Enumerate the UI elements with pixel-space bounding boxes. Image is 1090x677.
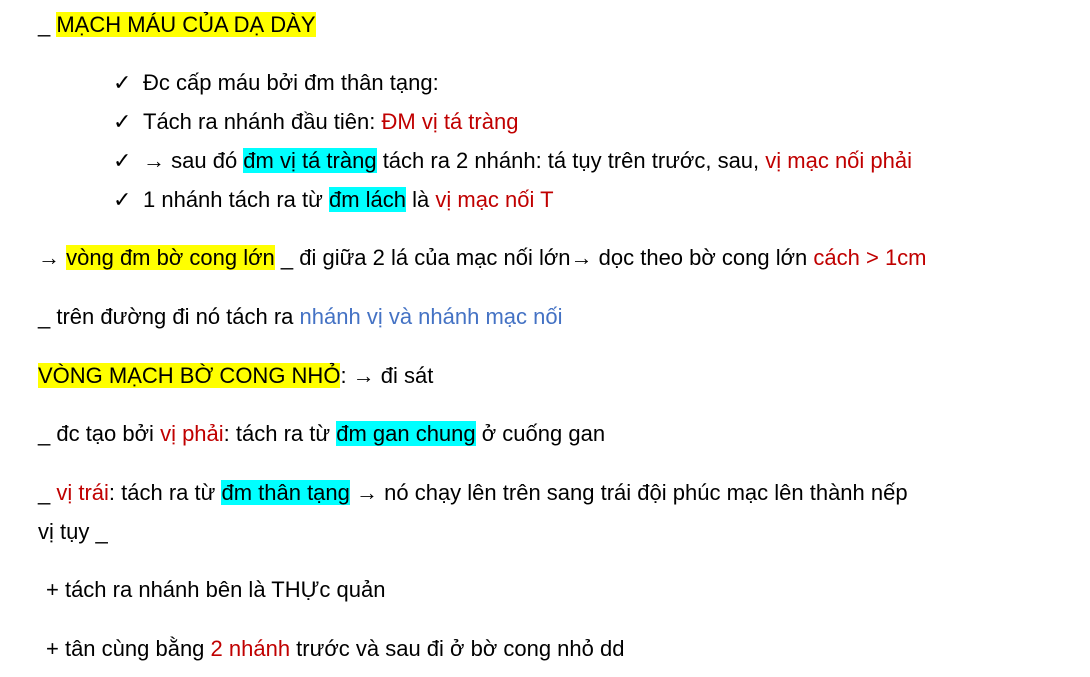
right-text: _ đc tạo bởi: [38, 421, 161, 446]
item4-red: vị mạc nối T: [435, 187, 554, 212]
branches-blue: nhánh vị và nhánh mạc nối: [299, 304, 563, 329]
item3-highlight: đm vị tá tràng: [243, 148, 377, 173]
item3-text: sau đó: [171, 148, 244, 173]
right-mid: : tách ra từ: [223, 421, 337, 446]
right-red: vị phải: [160, 421, 224, 446]
left-mid: : tách ra từ: [108, 480, 222, 505]
plus2-red: 2 nhánh: [210, 636, 291, 661]
greater-text: _ đi giữa 2 lá của mạc nối lớn→ dọc theo bờ cong lớn: [274, 245, 814, 270]
item4-text: 1 nhánh tách ra từ: [143, 187, 329, 212]
greater-curvature-line: [38, 243, 927, 273]
item2-text: Tách ra nhánh đầu tiên:: [143, 109, 382, 134]
lesser-text: : → đi sát: [340, 363, 434, 388]
right-post: ở cuống gan: [475, 421, 606, 446]
plus-line-1: [46, 575, 385, 605]
lesser-curvature-line: [38, 361, 433, 391]
arrow-right-icon: →: [143, 148, 172, 173]
left-text: _: [38, 480, 57, 505]
checklist-item-3: [113, 146, 912, 176]
plus1-text: + tách ra nhánh bên là THỰc quản: [46, 577, 386, 602]
lesser-highlight: VÒNG MẠCH BỜ CONG NHỎ: [38, 363, 341, 388]
right-highlight: đm gan chung: [336, 421, 476, 446]
left-red: vị trái: [56, 480, 109, 505]
check-icon: ✓: [113, 109, 132, 134]
item2-red: ĐM vị tá tràng: [381, 109, 519, 134]
left-post: → nó chạy lên trên sang trái đội phúc mạc lên thành nếp: [349, 480, 908, 505]
check-icon: ✓: [113, 70, 132, 95]
branches-line: [38, 302, 563, 332]
plus-line-2: [46, 634, 624, 664]
section-title: [38, 10, 316, 40]
plus2-post: trước và sau đi ở bờ cong nhỏ dd: [290, 636, 625, 661]
left-gastric-line-cont: [38, 517, 108, 547]
check-icon: ✓: [113, 187, 132, 212]
item3-red: vị mạc nối phải: [765, 148, 913, 173]
item4-mid: là: [406, 187, 436, 212]
checklist-item-4: [113, 185, 554, 215]
item1-text: Đc cấp máu bởi đm thân tạng:: [143, 70, 439, 95]
left-highlight: đm thân tạng: [221, 480, 350, 505]
title-highlight: MẠCH MÁU CỦA DẠ DÀY: [56, 12, 316, 37]
checklist-item-1: [113, 68, 439, 98]
check-icon: ✓: [113, 148, 132, 173]
arrow-right-icon: →: [38, 245, 67, 270]
plus2-text: + tân cùng bằng: [46, 636, 211, 661]
title-prefix: _: [38, 12, 57, 37]
right-gastric-line: [38, 419, 605, 449]
checklist-item-2: [113, 107, 518, 137]
greater-red: cách > 1cm: [813, 245, 927, 270]
item3-mid: tách ra 2 nhánh: tá tụy trên trước, sau,: [376, 148, 766, 173]
branches-text: _ trên đường đi nó tách ra: [38, 304, 300, 329]
left-cont: vị tụy _: [38, 519, 108, 544]
left-gastric-line: [38, 478, 908, 508]
item4-highlight: đm lách: [328, 187, 407, 212]
greater-highlight: vòng đm bờ cong lớn: [66, 245, 275, 270]
